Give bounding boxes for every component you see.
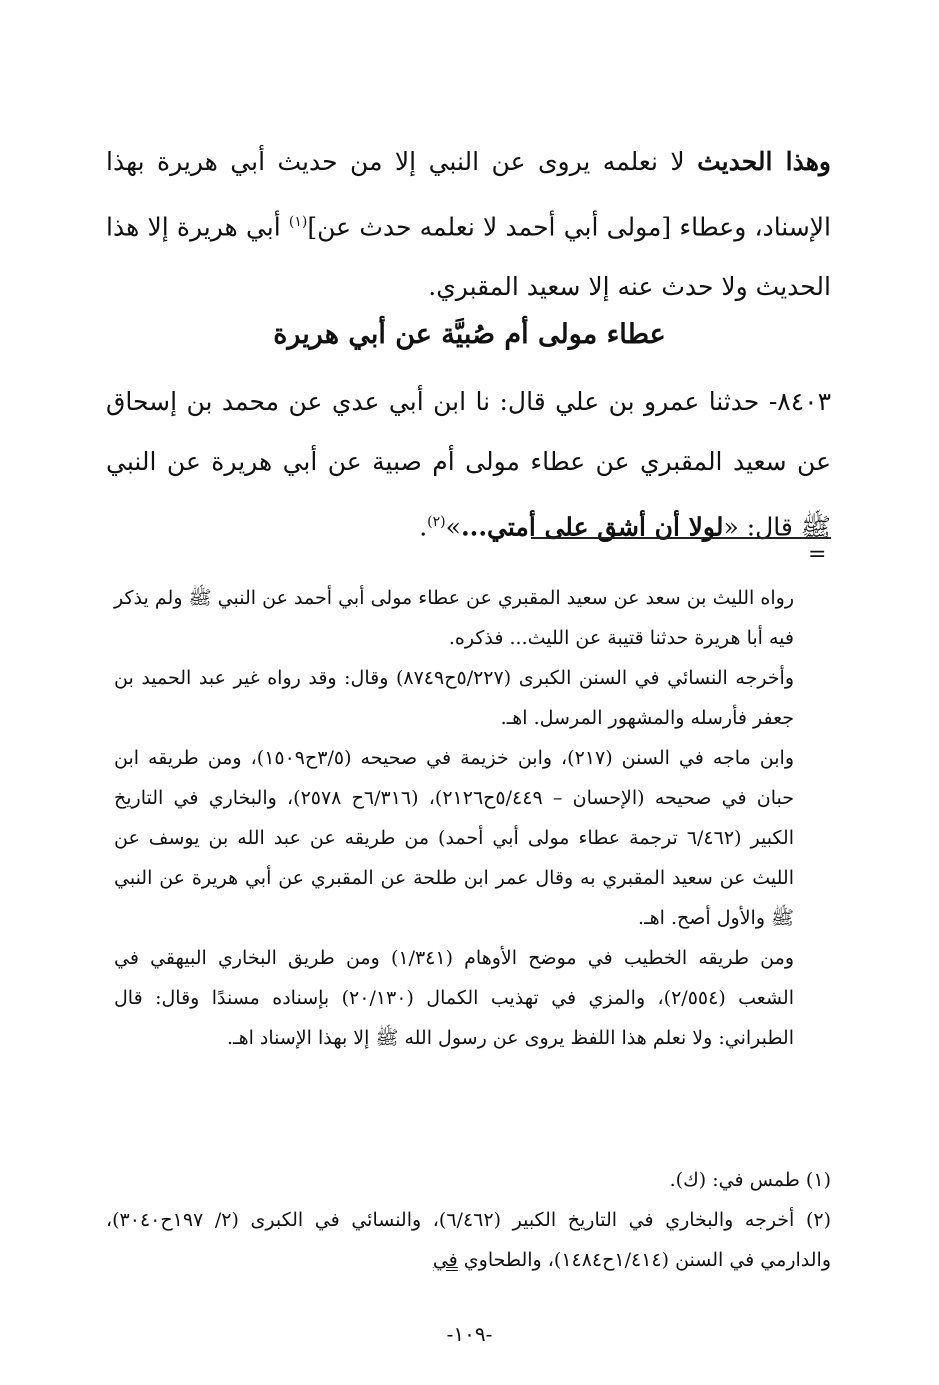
- note-paragraph: وأخرجه النسائي في السنن الكبرى (٥/٢٢٧ح٨٧٤٩) وقال: وقد رواه غير عبد الحميد بن جعفر فأرسله والمشهور المرسل. اهـ.: [114, 667, 795, 729]
- footnote-continuation: [114, 578, 794, 1058]
- footnotes: [106, 1160, 831, 1280]
- note-paragraph: رواه الليث بن سعد عن سعيد المقبري عن عطاء مولى أبي أحمد عن النبي ﷺ ولم يذكر فيه أبا هريرة حدثنا قتيبة عن الليث... فذكره.: [114, 587, 794, 649]
- hadith-period: .: [419, 512, 428, 542]
- footnote-ref-2[interactable]: (٢): [427, 514, 446, 530]
- hadith-quote: لولا أن أشق على أمتي...: [460, 512, 724, 542]
- main-text: [106, 132, 831, 317]
- main-paragraph: [106, 132, 831, 317]
- main-lead: وهذا الحديث: [697, 147, 831, 176]
- main-tail: أبي هريرة إلا هذا الحديث ولا حدث عنه إلا سعيد المقبري.: [106, 212, 831, 302]
- footnote-2-last-word: في: [432, 1249, 458, 1271]
- footnote-2: [106, 1200, 831, 1280]
- hadith-quote-end: »: [445, 512, 461, 542]
- hadith-text: [106, 372, 831, 557]
- main-rest: لا نعلمه يروى عن النبي إلا من حديث أبي هريرة بهذا الإسناد، وعطاء [مولى أبي أحمد لا نعلمه حدث عن]: [106, 147, 831, 242]
- hadith-paragraph: [106, 372, 831, 557]
- note-paragraph: ومن طريقه الخطيب في موضح الأوهام (١/٣٤١) ومن طريق البخاري البيهقي في الشعب (٢/٥٥٤)، والمزي في تهذيب الكمال (٢٠/١٣٠) بإسناده مسندًا وقال: قال الطبراني: ولا نعلم هذا اللفظ يروى عن رسول الله ﷺ إلا بهذا الإسناد اهـ.: [114, 947, 794, 1049]
- section-heading: عطاء مولى أم صُبيَّة عن أبي هريرة: [273, 319, 666, 350]
- note-paragraph: وابن ماجه في السنن (٢١٧)، وابن خزيمة في صحيحه (٣/٥ح١٥٠٩)، ومن طريقه ابن حبان في صحيحه (الإحسان – ٥/٤٤٩ح٢١٢٦)، (٦/٣١٦ح ٢٥٧٨)، والبخاري في التاريخ الكبير (٦/٤٦٢ ترجمة عطاء مولى أبي أحمد) من طريقه عن عبد الله بن يوسف عن الليث عن سعيد المقبري به وقال عمر ابن طلحة عن المقبري عن أبي هريرة عن النبي ﷺ والأول أصح. اهـ.: [114, 747, 795, 929]
- footnote-ref-1[interactable]: (١): [288, 214, 308, 230]
- footnote-divider: [531, 537, 831, 539]
- page-number: -١٠٩-: [446, 1322, 493, 1346]
- footnote-1: (١) طمس في: (ك).: [669, 1169, 831, 1191]
- footnote-2-text: (٢) أخرجه والبخاري في التاريخ الكبير (٦/٤٦٢)، والنسائي في الكبرى (٢/ ١٩٧ح٣٠٤٠)، والدارمي في السنن (١/٤١٤ح١٤٨٤)، والطحاوي: [106, 1209, 831, 1271]
- hadith-body: ٨٤٠٣- حدثنا عمرو بن علي قال: نا ابن أبي عدي عن محمد بن إسحاق عن سعيد المقبري عن عطاء مولى أم صبية عن أبي هريرة عن النبي ﷺ قال: «: [106, 387, 831, 542]
- continued-mark: =: [808, 542, 827, 567]
